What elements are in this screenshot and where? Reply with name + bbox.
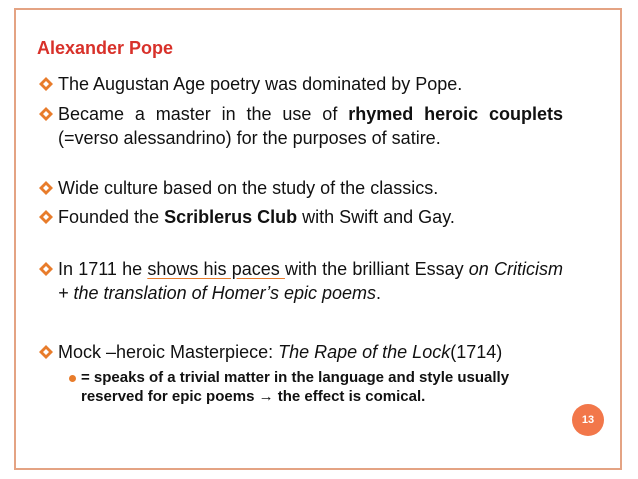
bullet-text: . [376, 283, 382, 303]
bullet-emphasis: rhymed heroic couplets [348, 104, 563, 124]
bullet-text: (=verso alessandrino) for the purposes of satire. [58, 128, 441, 148]
page-number-badge: 13 [572, 404, 604, 436]
italic-title: on Criticism + the translation of Homer’s epic poems [58, 259, 563, 303]
bullet-emphasis: Scriblerus Club [164, 207, 298, 227]
underlined-phrase: shows his paces [147, 259, 285, 279]
bullet-text: with Swift and Gay. [297, 207, 455, 227]
diamond-bullet-icon [38, 76, 54, 92]
diamond-bullet-icon [38, 180, 54, 196]
bullet-text: (1714) [450, 342, 503, 362]
bullet-text: In 1711 he [58, 259, 148, 279]
italic-title: The Rape of the Lock [278, 342, 451, 362]
bullet-text: The Augustan Age poetry was dominated by Pope. [58, 74, 463, 94]
diamond-bullet-icon [38, 344, 54, 360]
diamond-bullet-icon [38, 261, 54, 277]
diamond-bullet-icon [38, 209, 54, 225]
bullet-item-4 [58, 205, 563, 229]
slide-title: Alexander Pope [37, 38, 174, 58]
sub-bullet-item: = speaks of a trivial matter in the language and style usually reserved for epic poems → the effect is comical. [81, 369, 510, 405]
bullet-text: Founded the [58, 207, 165, 227]
bullet-text: Mock –heroic Masterpiece: [58, 342, 279, 362]
bullet-item-5 [58, 257, 563, 305]
sub-bullet-dot-icon [69, 375, 76, 382]
bullet-item-6 [58, 340, 563, 364]
bullet-item-2 [58, 102, 563, 150]
bullet-item-3 [58, 176, 563, 200]
bullet-text: Wide culture based on the study of the classics. [58, 178, 439, 198]
diamond-bullet-icon [38, 106, 54, 122]
bullet-text: with the brilliant Essay [284, 259, 469, 279]
bullet-item-1 [58, 72, 563, 96]
bullet-text: Became a master in the use of [58, 104, 349, 124]
